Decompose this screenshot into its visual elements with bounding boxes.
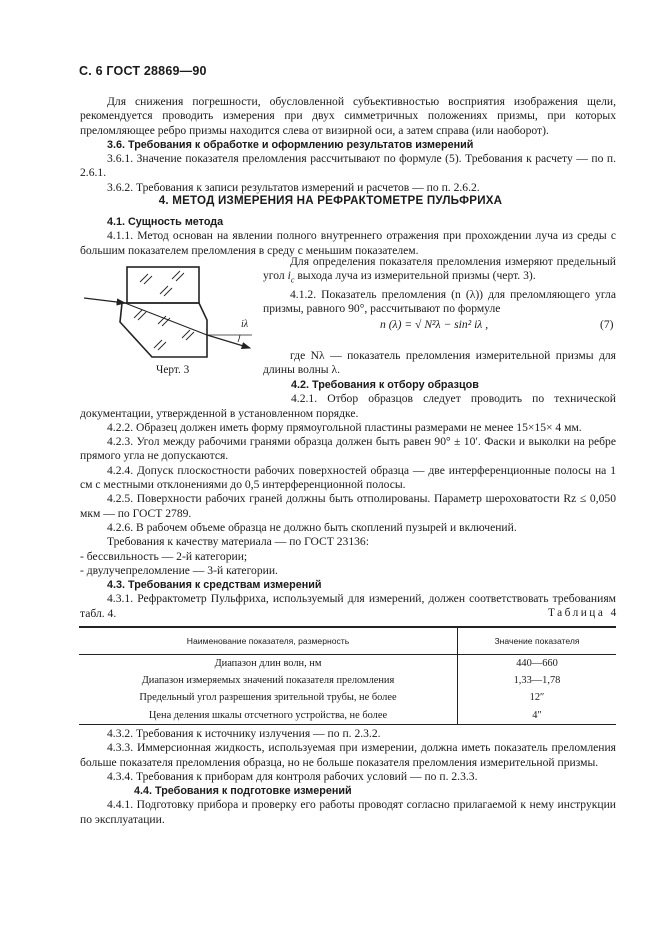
- section-4-1-block: [80, 215, 616, 258]
- section-4-2-title: 4.2. Требования к отбору образцов: [291, 379, 479, 391]
- paragraph-3-6-1: 3.6.1. Значение показателя преломления рассчитывают по формуле (5). Требования к расчету — по п. 2.6.1.: [80, 152, 616, 180]
- paragraph-3-6-2: 3.6.2. Требования к записи результатов измерений и расчетов — по п. 2.6.2.: [107, 180, 480, 194]
- section-4-1-right-block: [263, 255, 616, 317]
- formula-where-text: где Nλ — показатель преломления измерительной призмы для длины волны λ.: [263, 349, 616, 377]
- paragraph-4-2-5: 4.2.5. Поверхности рабочих граней должны быть отполированы. Параметр шероховатости Rz ≤ 0,050 мкм — по ГОСТ 2789.: [80, 492, 616, 520]
- paragraph-4-1-1b: Для определения показателя преломления измеряют предельный угол $i_c$ выхода луча из измерительной призмы (черт. 3).: [263, 255, 616, 285]
- sample-block: [127, 267, 199, 303]
- paragraph-4-2-3: 4.2.3. Угол между рабочими гранями образца должен быть равен 90° ± 10′. Фаски и выколки на ребре прямого угла не допускаются.: [80, 435, 616, 463]
- formula-7: n (λ) = √ N²λ − sin² iλ ,: [380, 318, 489, 331]
- paragraph-4-3-2: 4.3.2. Требования к источнику излучения — по п. 2.3.2.: [107, 727, 381, 740]
- section-3-6-title: 3.6. Требования к обработке и оформлению результатов измерений: [107, 138, 474, 151]
- table-header-value: Значение показателя: [458, 627, 617, 655]
- paragraph-quality: Требования к качеству материала — по ГОСТ 23136:: [107, 535, 369, 549]
- table-row: Диапазон измеряемых значений показателя преломления 1,33—1,78: [79, 672, 616, 689]
- figure-angle-label: iλ: [241, 319, 249, 330]
- table-caption: Таблица 4: [548, 607, 619, 619]
- paragraph-4-1-1: 4.1.1. Метод основан на явлении полного внутреннего отражения при прохождении луча из среды с большим показателем преломления в среду с меньшим показателем.: [80, 229, 616, 257]
- paragraph-4-3-1: 4.3.1. Рефрактометр Пульфриха, используемый для измерений, должен соответствовать требованиям табл. 4.: [80, 592, 616, 620]
- section-4-title: 4. МЕТОД ИЗМЕРЕНИЯ НА РЕФРАКТОМЕТРЕ ПУЛЬФРИХА: [158, 194, 503, 207]
- exit-ray: [207, 335, 250, 348]
- where-block: [263, 349, 616, 378]
- list-item-dvulu: - двулучепреломление — 3-й категории.: [80, 563, 278, 577]
- section-4-4-title: 4.4. Требования к подготовке измерений: [134, 785, 352, 798]
- figure-caption: Черт. 3: [156, 364, 190, 376]
- internal-ray: [125, 303, 207, 335]
- table-header-name: Наименование показателя, размерность: [79, 627, 458, 655]
- paragraph-4-2-4: 4.2.4. Допуск плоскостности рабочих поверхностей образца — две интерференционные полосы на 1 см с местными отклонениями до 0,5 интерференционной полосы.: [80, 463, 616, 492]
- intro-block: [80, 95, 616, 195]
- table-4: [79, 626, 616, 725]
- paragraph-4-1-2: 4.1.2. Показатель преломления (n (λ)) для преломляющего угла призмы, равного 90°, рассчитывают по формуле: [263, 287, 616, 316]
- paragraph-4-3-3: 4.3.3. Иммерсионная жидкость, используемая при измерении, должна иметь показатель преломления больше показателя преломления образца, но не больше показателя преломления измерительной призмы.: [80, 741, 616, 769]
- paragraph-4-3-4: 4.3.4. Требования к приборам для контроля рабочих условий — по п. 2.3.3.: [107, 769, 478, 783]
- formula-number: (7): [600, 318, 614, 331]
- table-row: Предельный угол разрешения зрительной трубы, не более 12″: [79, 689, 616, 706]
- prism-hatching: [134, 310, 194, 350]
- angle-arc: [238, 335, 240, 342]
- paragraph-4-2-2: 4.2.2. Образец должен иметь форму прямоугольной пластины размерами не менее 15×15× 4 мм.: [107, 420, 582, 434]
- intro-paragraph: Для снижения погрешности, обусловленной субъективностью восприятия изображения щели, рекомендуется проводить измерения при двух симметричных положениях призмы, при которых преломляющее ребро призмы находится слева от визирной оси, а затем справа (или наоборот).: [80, 95, 616, 137]
- section-4-1-title: 4.1. Сущность метода: [107, 216, 224, 228]
- paragraph-4-2-6: 4.2.6. В рабочем объеме образца не должно быть скоплений пузырей и включений.: [107, 520, 517, 534]
- table-row: Цена деления шкалы отсчетного устройства, не более 4″: [79, 707, 616, 725]
- section-4-3-continued-block: [80, 727, 616, 827]
- page-header: С. 6 ГОСТ 28869—90: [79, 64, 207, 78]
- list-item-bessvil: - бессвильность — 2-й категории;: [80, 549, 248, 563]
- section-4-2-block: [80, 378, 616, 621]
- incident-ray: [84, 298, 125, 303]
- figure-3-refractometer-prism: [82, 262, 262, 362]
- paragraph-4-4-1: 4.4.1. Подготовку прибора и проверку его работы проводят согласно прилагаемой к нему инструкции по эксплуатации.: [80, 798, 616, 826]
- paragraph-4-2-1: 4.2.1. Отбор образцов следует проводить по технической документации, утвержденной в установленном порядке.: [80, 392, 616, 420]
- section-4-3-title: 4.3. Требования к средствам измерений: [107, 579, 322, 592]
- sample-hatching: [140, 271, 184, 296]
- table-row: Диапазон длин волн, нм 440—660: [79, 655, 616, 673]
